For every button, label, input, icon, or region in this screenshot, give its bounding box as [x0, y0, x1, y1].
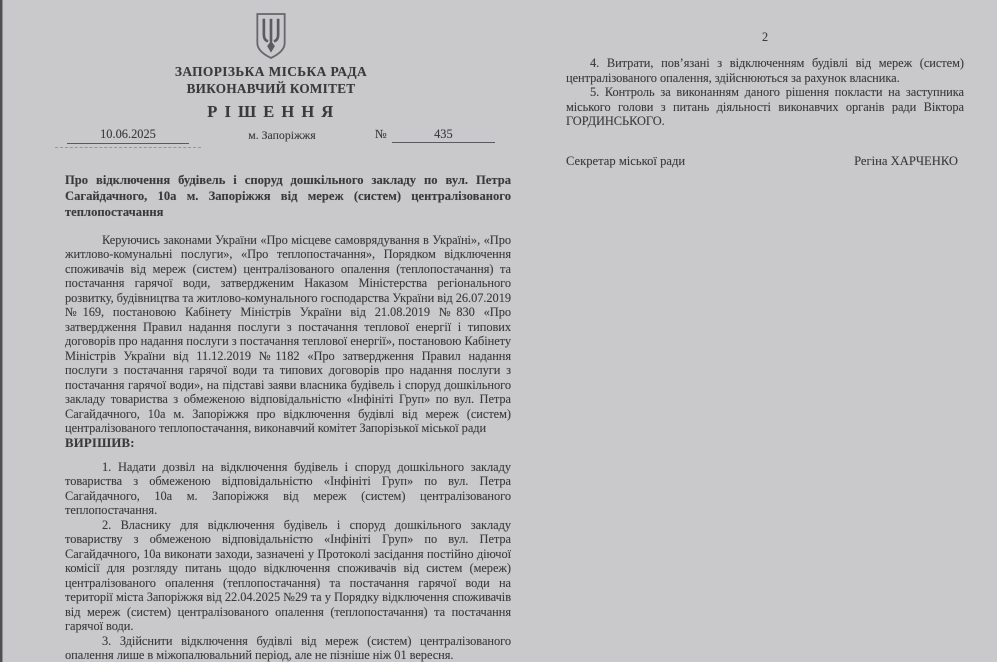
- date-dashed-line: [55, 144, 201, 148]
- decision-number-block: [375, 127, 495, 143]
- decision-date-block: [67, 127, 189, 148]
- decision-item-4: 4. Витрати, пов’язані з відключенням будівлі від мереж (систем) централізованого опалення, здійснюються за рахунок власника.: [566, 56, 964, 85]
- decision-city: м. Запоріжжя: [248, 128, 316, 142]
- preamble-paragraph: Керуючись законами України «Про місцеве самоврядування в Україні», «Про житлово-комунальні послуги», «Про теплопостачання», Порядком відключення споживачів від мереж (систем) централізованого опалення (теплопостачання) та постачання гарячої води, затвердженим Наказом Міністерства регіонального розвитку, будівництва та житлово-комунального господарства України від 26.07.2019 №169, постановою Кабінету Міністрів України від 21.08.2019 №830 «Про затвердження Правил надання послуги з постачання теплової енергії і типових договорів про надання послуги з постачання теплової енергії», постановою Кабінету Міністрів України від 11.12.2019 №1182 «Про затвердження Правил надання послуги з постачання гарячої води та типових договорів про надання послуги з постачання гарячої води», на підставі заяви власника будівель і споруд дошкільного закладу товариства з обмеженою відповідальністю «Інфініті Груп» по вул. Петра Сагайдачного, 10а м. Запоріжжя про відключення будівлі від мереж (систем) централізованого теплопостачання, виконавчий комітет Запорізької міської ради: [65, 232, 511, 436]
- document-header: [65, 0, 477, 122]
- decision-item-2: 2. Власнику для відключення будівель і споруд дошкільного закладу товариству з обмеженою відповідальністю «Інфініті Груп» по вул. Петра Сагайдачного, 10а виконати заходи, зазначені у Протоколі засідання постійно діючої комісії для розгляду питань щодо відключення споживачів від систем (мереж) централізованого опалення (теплопостачання) та постачання гарячої води на території міста Запоріжжя від 22.04.2025 №29 та у Порядку відключення споживачів від мереж (систем) централізованого опалення (теплопостачання) та постачання гарячої води.: [65, 517, 511, 634]
- document-meta-row: [65, 127, 511, 148]
- scan-left-edge-shadow: [2, 0, 3, 662]
- decision-number-value: 435: [392, 127, 495, 143]
- ukraine-trident-icon: [65, 12, 477, 60]
- decision-title: Про відключення будівель і споруд дошкільного закладу по вул. Петра Сагайдачного, 10а м. Запоріжжя від мереж (систем) централізованого теплопостачання: [65, 173, 511, 220]
- signature-row: [566, 154, 964, 169]
- decision-item-5: 5. Контроль за виконанням даного рішення покласти на заступника міського голови з питань діяльності виконавчих органів ради Віктора ГОРДИНСЬКОГО.: [566, 85, 964, 128]
- document-type-heading: Р І Ш Е Н Н Я: [207, 102, 335, 121]
- decision-item-1: 1. Надати дозвіл на відключення будівель і споруд дошкільного закладу товариства з обмеженою відповідальністю «Інфініті Груп» по вул. Петра Сагайдачного, 10а м. Запоріжжя від мереж (систем) централізованого теплопостачання.: [65, 459, 511, 518]
- document-page-1: [65, 0, 511, 662]
- page-number: 2: [761, 30, 769, 44]
- document-page-2-items: [566, 56, 964, 129]
- signature-title: Секретар міської ради: [566, 153, 686, 168]
- signature-name: Регіна ХАРЧЕНКО: [854, 153, 958, 168]
- decision-date: 10.06.2025: [67, 127, 189, 144]
- decision-item-3: 3. Здійснити відключення будівлі від мереж (систем) централізованого опалення лише в міжопалювальний період, але не пізніше ніж 01 вересня.: [65, 633, 511, 662]
- org-name-line1: ЗАПОРІЗЬКА МІСЬКА РАДА: [174, 64, 368, 79]
- document-page-2: [566, 0, 964, 169]
- resolved-heading: ВИРІШИВ:: [65, 435, 135, 450]
- decision-number-label: №: [375, 127, 387, 141]
- org-name-line2: ВИКОНАВЧИЙ КОМІТЕТ: [186, 81, 356, 96]
